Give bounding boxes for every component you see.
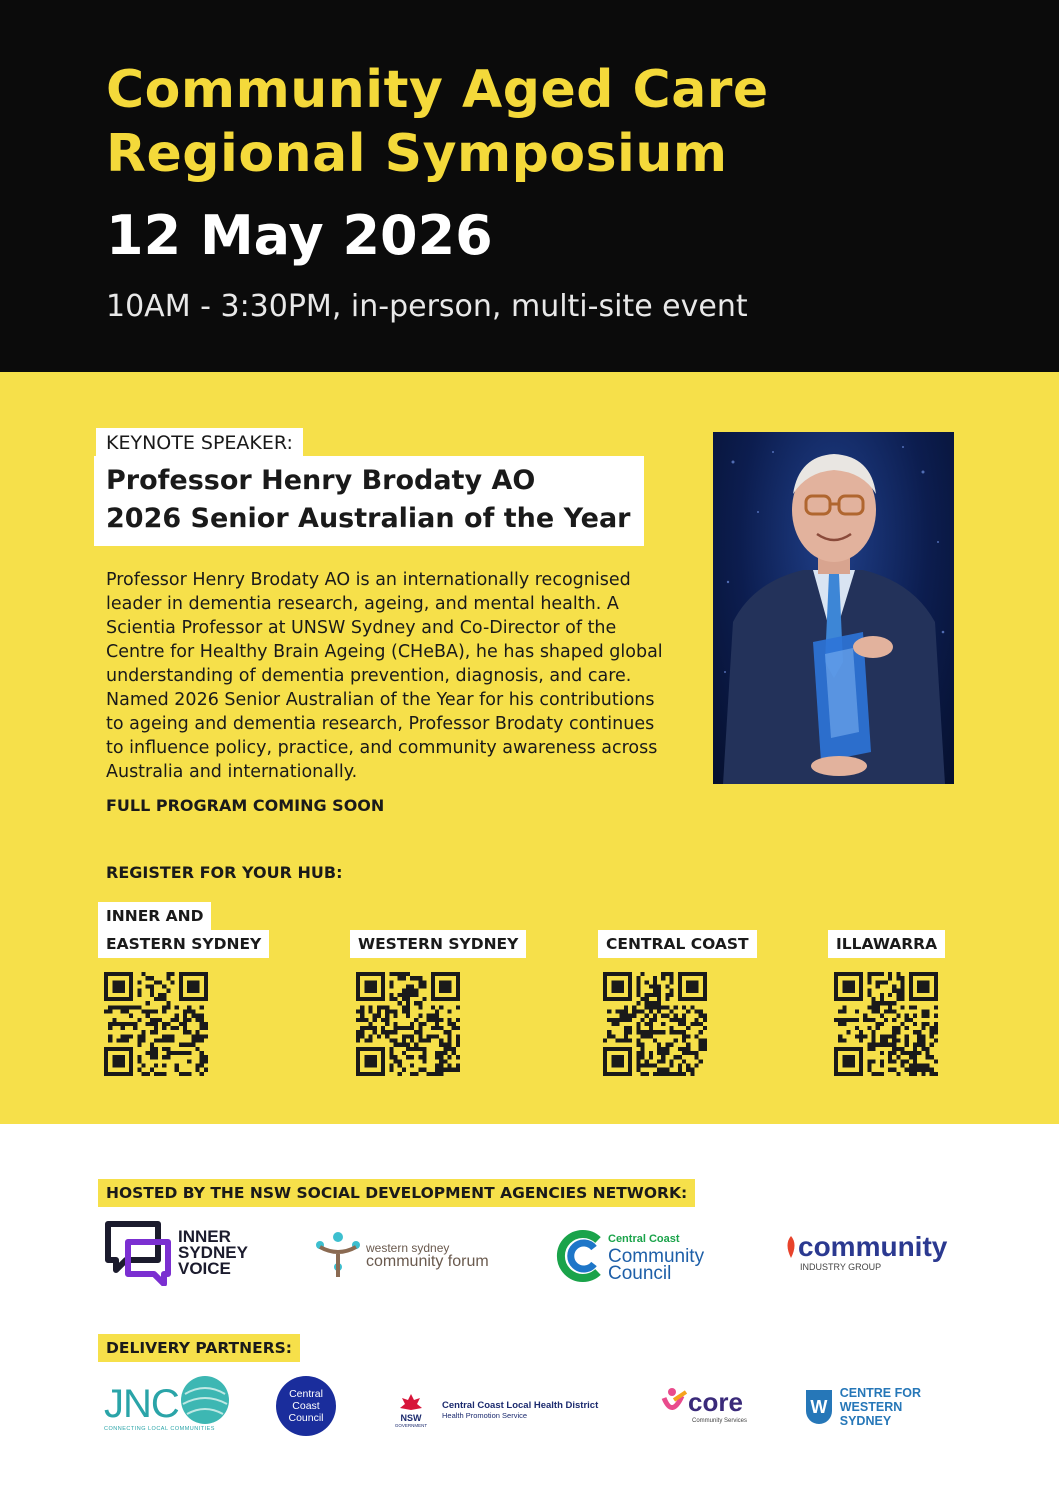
core-figure-icon: [660, 1386, 688, 1418]
delivery-partners-label: DELIVERY PARTNERS:: [98, 1334, 300, 1362]
qr-code-pattern: [603, 972, 707, 1076]
central-coast-council-logo: [276, 1376, 336, 1436]
western-sydney-community-forum-logo: [314, 1230, 504, 1280]
title-line-1: Community Aged Care: [106, 60, 769, 120]
qr-code-pattern: [104, 972, 208, 1076]
waratah-icon: [398, 1393, 424, 1413]
shield-icon: [806, 1390, 832, 1424]
event-time: 10AM - 3:30PM, in-person, multi-site event: [106, 289, 748, 324]
jnc-wordmark: JNC: [104, 1382, 179, 1426]
cws-line-2: WESTERN SYDNEY: [839, 1400, 903, 1428]
qr-code-pattern: [356, 972, 460, 1076]
event-date: 12 May 2026: [106, 204, 493, 267]
qr-code-illawarra[interactable]: [834, 972, 938, 1076]
hub-label-line-2: EASTERN SYDNEY: [98, 930, 269, 958]
hub-label: CENTRAL COAST: [598, 930, 757, 958]
wscf-line-1: western sydney: [366, 1241, 450, 1255]
hub-label-line-1: INNER AND: [98, 902, 211, 930]
hub-central-coast: [598, 930, 757, 958]
centre-for-western-sydney-logo: [806, 1388, 956, 1426]
hub-illawarra: [828, 930, 945, 958]
core-wordmark: core: [688, 1387, 743, 1417]
speaker-box: [94, 456, 644, 546]
hosted-by-label: HOSTED BY THE NSW SOCIAL DEVELOPMENT AGENCIES NETWORK:: [98, 1179, 695, 1207]
community-industry-group-logo: [784, 1232, 959, 1280]
cclhd-subtitle: Health Promotion Service: [442, 1411, 528, 1420]
wscf-line-2: community forum: [366, 1253, 489, 1270]
isv-word-1: INNER: [178, 1227, 231, 1246]
program-notice: FULL PROGRAM COMING SOON: [106, 796, 385, 815]
ccc-line-3: Council: [288, 1412, 324, 1424]
register-label: REGISTER FOR YOUR HUB:: [106, 863, 343, 882]
cclhd-name: Central Coast Local Health District: [442, 1400, 599, 1411]
speaker-portrait-illustration: [713, 432, 954, 784]
core-subtitle: Community Services: [692, 1418, 748, 1424]
isv-word-3: VOICE: [178, 1259, 231, 1278]
isv-word-2: SYDNEY: [178, 1243, 248, 1262]
shield-letter: W: [810, 1396, 828, 1417]
header-banner: [0, 0, 1059, 372]
qr-code-pattern: [834, 972, 938, 1076]
leaf-icon: [784, 1234, 798, 1260]
speaker-bio: Professor Henry Brodaty AO is an internationally recognised leader in dementia research, ageing, and mental health. A Scientia Professor at UNSW Sydney and Co-Director of the Centre for Healthy Brain Ageing (CHeBA), he has shaped global understanding of dementia prevention, diagnosis, and care. Named 2026 Senior Australian of the Year for his contributions to ageing and dementia research, Professor Brodaty continues to influence policy, practice, and community awareness across Australia and internationally.: [106, 570, 663, 782]
hub-inner-eastern-sydney: [98, 902, 269, 958]
ccc-line-2: Coast: [292, 1400, 320, 1412]
ccc-line-1: Central: [289, 1388, 323, 1400]
hub-label: ILLAWARRA: [828, 930, 945, 958]
keynote-label: KEYNOTE SPEAKER:: [96, 428, 303, 458]
qr-code-central-coast[interactable]: [603, 972, 707, 1076]
cc-arc-icon: [556, 1230, 606, 1282]
globe-icon: [179, 1374, 231, 1426]
event-title: [106, 58, 886, 186]
qr-code-western-sydney[interactable]: [356, 972, 460, 1076]
cccc-line-1: Central Coast: [608, 1232, 680, 1245]
jnc-tagline: CONNECTING LOCAL COMMUNITIES: [104, 1426, 215, 1432]
cig-subtitle: INDUSTRY GROUP: [800, 1262, 882, 1272]
cws-line-1: CENTRE FOR: [839, 1386, 921, 1400]
cccc-line-2: Community: [608, 1245, 705, 1267]
hub-western-sydney: [350, 930, 526, 958]
qr-code-inner-eastern-sydney[interactable]: [104, 972, 208, 1076]
speaker-photo: [713, 432, 954, 784]
core-community-services-logo: [660, 1386, 760, 1430]
central-coast-local-health-district-logo: [394, 1388, 614, 1432]
speaker-title: 2026 Senior Australian of the Year: [106, 503, 631, 534]
hub-label: WESTERN SYDNEY: [350, 930, 526, 958]
nsw-label: NSW: [400, 1412, 422, 1423]
speaker-name: Professor Henry Brodaty AO: [106, 465, 536, 496]
inner-sydney-voice-logo: [104, 1220, 274, 1286]
cig-wordmark: community: [798, 1231, 948, 1262]
nsw-government-label: GOVERNMENT: [394, 1422, 428, 1428]
jnc-logo: [104, 1374, 234, 1442]
cccc-line-3: Council: [608, 1262, 672, 1284]
central-coast-community-council-logo: [556, 1228, 726, 1284]
speech-bubbles-icon: [104, 1220, 174, 1286]
figure-icon: [314, 1231, 362, 1279]
title-line-2: Regional Symposium: [106, 124, 728, 184]
